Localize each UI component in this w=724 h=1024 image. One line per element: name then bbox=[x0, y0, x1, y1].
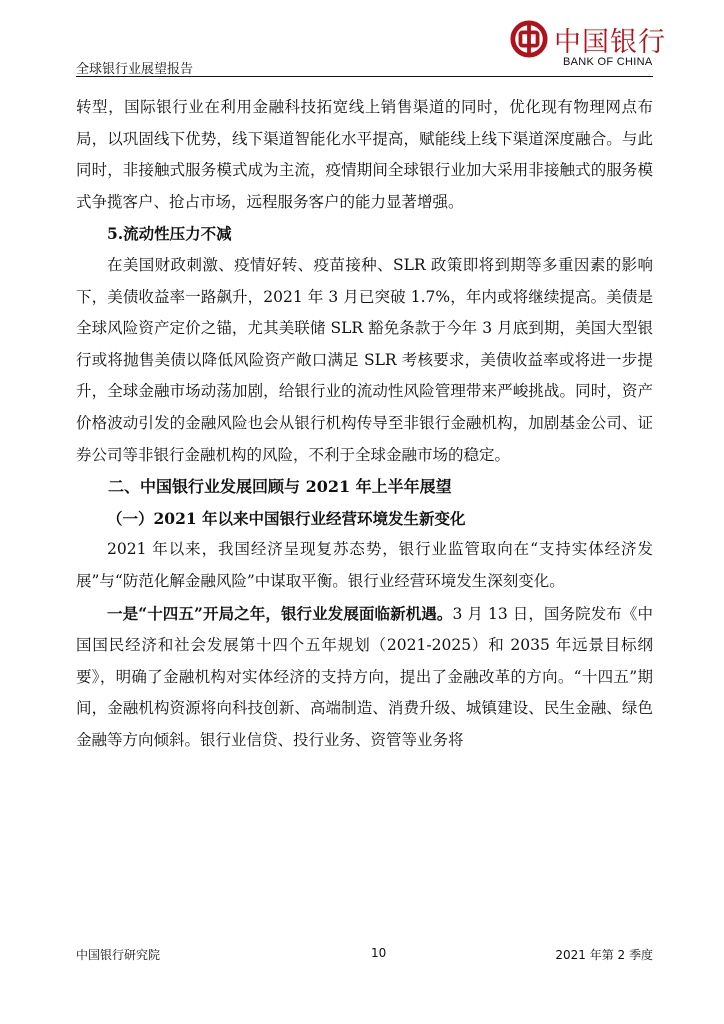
paragraph-channel-transformation: 转型，国际银行业在利用金融科技拓宽线上销售渠道的同时，优化现有物理网点布局，以巩固线下优势，线下渠道智能化水平提高，赋能线上线下渠道深度融合。与此同时，非接触式服务模式成为主流，疫情期间全球银行业加大采用非接触式的服务模式争揽客户、抢占市场，远程服务客户的能力显著增强。 bbox=[76, 98, 653, 211]
paragraph-recovery: 2021 年以来，我国经济呈现复苏态势，银行业监管取向在“支持实体经济发展”与“防范化解金融风险”中谋取平衡。银行业经营环境发生深刻变化。 bbox=[76, 540, 653, 590]
subsection-heading-environment: （一）2021 年以来中国银行业经营环境发生新变化 bbox=[107, 508, 466, 528]
bank-of-china-emblem-icon bbox=[510, 20, 548, 58]
bank-logo bbox=[510, 18, 666, 74]
chapter-heading-china-banking: 二、中国银行业发展回顾与 2021 年上半年展望 bbox=[108, 477, 452, 497]
paragraph-lead-bold: 一是“十四五”开局之年，银行业发展面临新机遇。 bbox=[107, 603, 453, 623]
footer-period: 2021 年第 2 季度 bbox=[555, 948, 653, 962]
paragraph-fourteenth-plan bbox=[76, 598, 653, 757]
paragraph-body-text: 3 月 13 日，国务院发布《中国国民经济和社会发展第十四个五年规划（2021-2025）和 2035 年远景目标纲要》，明确了金融机构对实体经济的支持方向，提出了金融改革的方向。“十四五”期间，金融机构资源将向科技创新、高端制造、消费升级、城镇建设、民生金融、绿色金融等方向倾斜。银行业信贷、投行业务、资管等业务将 bbox=[76, 604, 653, 749]
header-divider bbox=[76, 76, 653, 77]
paragraph-liquidity: 在美国财政刺激、疫情好转、疫苗接种、SLR 政策即将到期等多重因素的影响下，美债收益率一路飙升，2021 年 3 月已突破 1.7%，年内或将继续提高。美债是全球风险资产定价之锚，尤其美联储 SLR 豁免条款于今年 3 月底到期，美国大型银行或将抛售美债以降低风险资产敞口满足 SLR 考核要求，美债收益率或将进一步提升，全球金融市场动荡加剧，给银行业的流动性风险管理带来严峻挑战。同时，资产价格波动引发的金融风险也会从银行机构传导至非银行金融机构，加剧基金公司、证券公司等非银行金融机构的风险，不利于全球金融市场的稳定。 bbox=[76, 255, 653, 464]
page-body bbox=[76, 92, 653, 756]
page-number: 10 bbox=[371, 946, 387, 960]
footer-organization: 中国银行研究院 bbox=[76, 948, 161, 962]
section-heading-liquidity: 5.流动性压力不减 bbox=[107, 224, 232, 244]
logo-chinese-text: 中国银行 bbox=[554, 27, 666, 58]
report-title: 全球银行业展望报告 bbox=[76, 62, 194, 77]
logo-english-text: BANK OF CHINA bbox=[563, 56, 653, 68]
